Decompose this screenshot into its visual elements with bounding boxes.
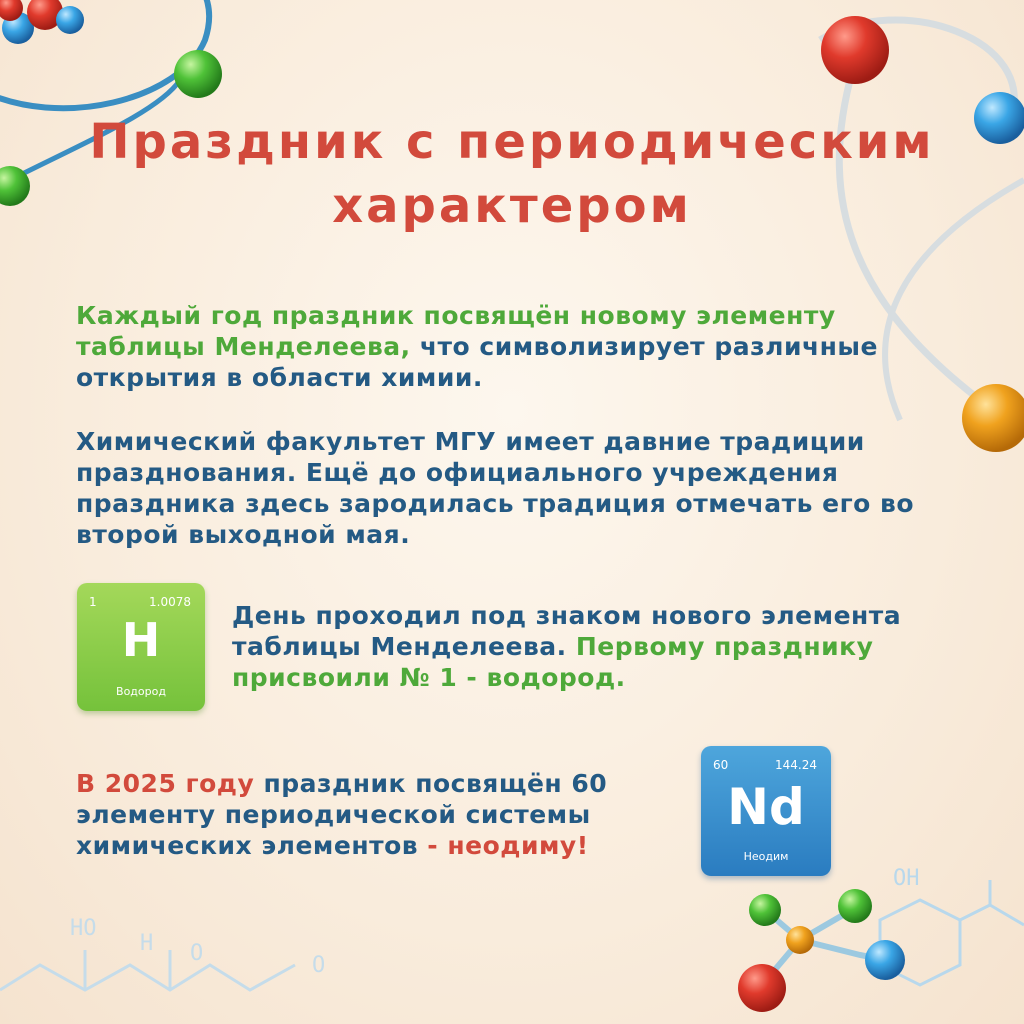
paragraph-element-each-year [76,300,956,393]
element-name: Неодим [743,850,789,863]
p4-text: праздник посвящён 60 элементу периодической системы химических элементов [76,769,608,860]
p4-highlight: - неодиму! [418,831,589,860]
paragraph-first-element [232,600,962,693]
paragraph-2025-neodymium [76,768,696,861]
p3-highlight: Первому празднику присвоили № 1 - водород. [232,632,874,692]
title-line-2: характером [332,178,692,234]
atomic-mass: 144.24 [775,758,817,772]
svg-text:HO: HO [70,916,97,941]
atomic-number: 60 [713,758,729,772]
svg-text:H: H [140,931,154,956]
paragraph-msu-tradition: Химический факультет МГУ имеет давние традиции празднования. Ещё до официального учреждения праздника здесь зародилась традиция отмечать его во второй выходной мая. [76,427,915,549]
p3-text: День проходил под знаком нового элемента таблицы Менделеева. [232,601,902,661]
p4-year: В 2025 году [76,769,255,798]
p1-highlight: Каждый год праздник посвящён новому элементу таблицы Менделеева, [76,301,836,361]
oh-label: OH [893,866,920,891]
svg-text:O: O [190,941,204,966]
element-tile-hydrogen [77,583,205,711]
atomic-number: 1 [89,595,97,609]
element-tile-neodymium [701,746,831,876]
title-line-1: Праздник с периодическим [89,114,935,170]
atomic-mass: 1.0078 [149,595,191,609]
p1-text: что символизирует различные открытия в области химии. [76,332,878,392]
element-name: Водород [116,685,166,698]
element-symbol: H [121,613,161,667]
svg-text:O: O [312,953,326,978]
element-symbol: Nd [727,778,805,836]
page-title [0,110,1024,238]
